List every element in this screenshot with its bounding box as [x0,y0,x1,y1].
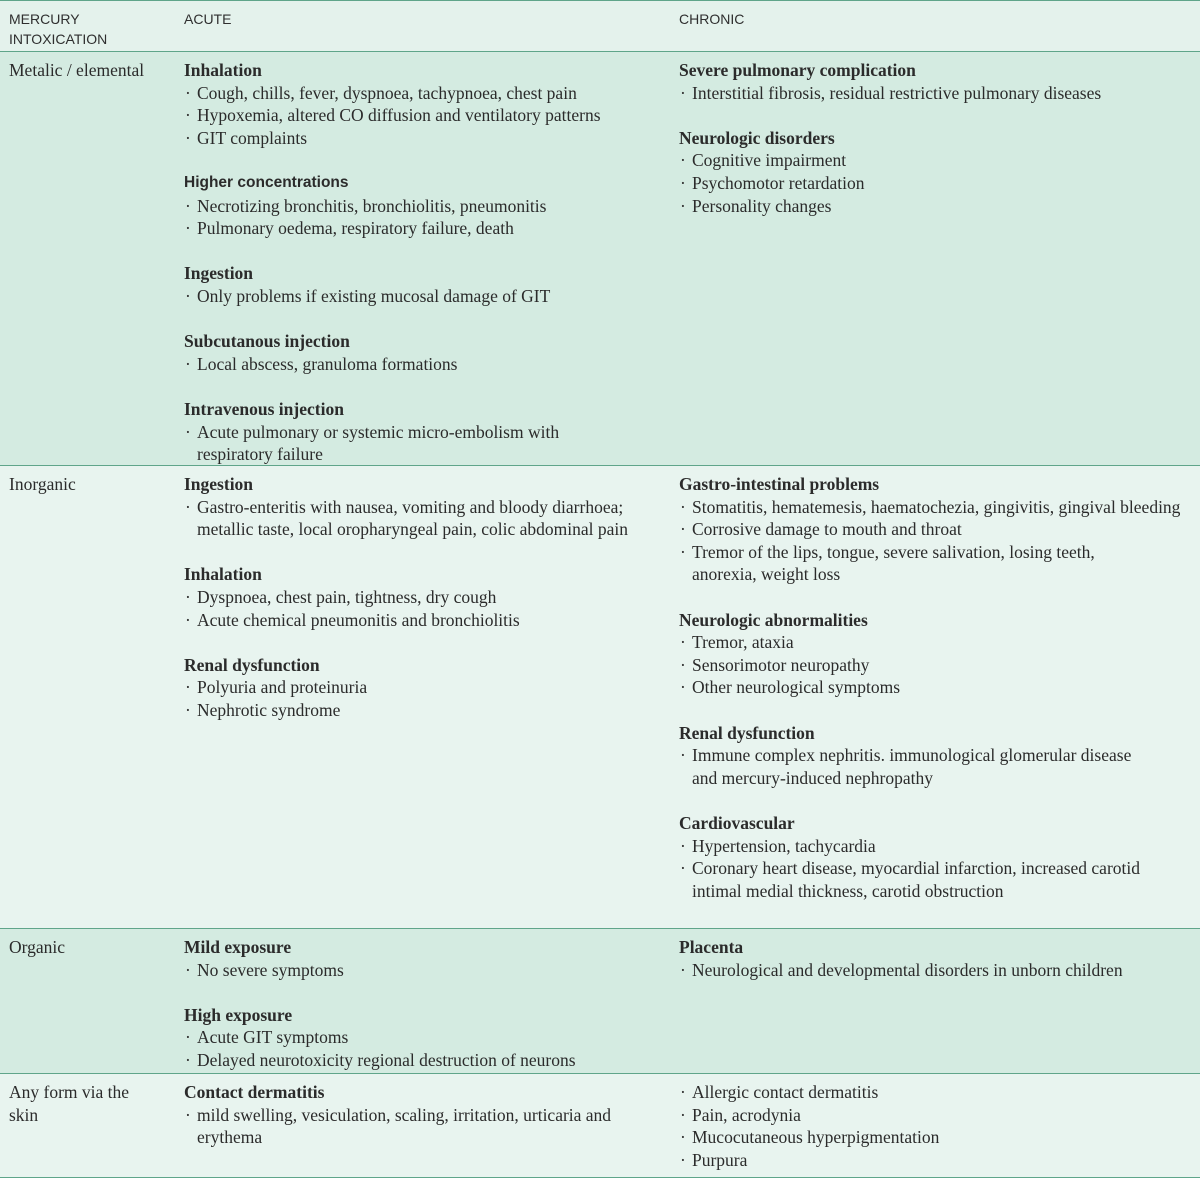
list-item: · Tremor, ataxia [679,631,1194,654]
list-item: · Cognitive impairment [679,149,1194,172]
row-label: Organic [9,937,66,957]
group-title: Gastro-intestinal problems [679,474,880,494]
list-item: · Corrosive damage to mouth and throat [679,518,1194,541]
list-item: · Allergic contact dermatitis [679,1081,1194,1104]
row-label: Any form via the skin [9,1082,130,1125]
list-item: · Neurological and developmental disorders in unborn children [679,959,1194,982]
symptom-group [184,1081,664,1149]
group-title: Cardiovascular [679,812,795,833]
header-chronic: CHRONIC [679,11,745,27]
symptom-group [679,812,1194,902]
chronic-cell [679,936,1194,981]
group-title: Higher concentrations [184,173,349,191]
list-item: · Interstitial fibrosis, residual restrictive pulmonary diseases [679,82,1194,105]
group-title: Subcutanous injection [184,331,350,352]
group-title: Renal dysfunction [679,722,815,743]
symptom-group [184,262,664,307]
list-item: · Only problems if existing mucosal damage of GIT [184,285,664,308]
list-item: · Immune complex nephritis. immunological glomerular disease and mercury-induced nephropathy [679,744,1152,789]
list-item: · Personality changes [679,195,1194,218]
symptom-group [679,609,1194,699]
list-item: · No severe symptoms [184,959,664,982]
list-item: · Local abscess, granuloma formations [184,353,664,376]
symptom-group [184,172,664,240]
list-item: · Pain, acrodynia [679,1104,1194,1127]
list-item: · Polyuria and proteinuria [184,676,664,699]
group-title: High exposure [184,1004,293,1025]
group-title: Ingestion [184,474,254,494]
acute-cell [184,936,664,1072]
group-title: Renal dysfunction [184,654,320,675]
list-item: · Sensorimotor neuropathy [679,654,1194,677]
chronic-cell [679,59,1194,217]
symptom-group [679,127,1194,217]
list-item: · GIT complaints [184,127,664,150]
group-title: Severe pulmonary complication [679,60,916,80]
symptom-group [679,1081,1194,1171]
symptom-group [184,1004,664,1072]
group-title: Intravenous injection [184,398,344,419]
row-label: Metalic / elemental [9,60,145,80]
chronic-cell [679,473,1194,902]
symptom-group [679,722,1194,790]
list-item: · Stomatitis, hematemesis, haematochezia, gingivitis, gingival bleeding [679,496,1182,519]
symptom-group [184,330,664,375]
symptom-group [679,59,1194,104]
group-title: Neurologic disorders [679,127,835,148]
symptom-group [679,473,1194,586]
list-item: · Hypoxemia, altered CO diffusion and ventilatory patterns [184,104,664,127]
list-item: · Acute pulmonary or systemic micro-embolism with respiratory failure [184,421,617,466]
list-item: · Mucocutaneous hyperpigmentation [679,1126,1194,1149]
table-row-inorganic [0,466,1200,929]
list-item: · mild swelling, vesiculation, scaling, irritation, urticaria and erythema [184,1104,642,1149]
row-label: Inorganic [9,474,76,494]
symptom-group [184,59,664,149]
list-item: · Purpura [679,1149,1194,1172]
chronic-cell [679,1081,1194,1171]
group-title: Contact dermatitis [184,1082,325,1102]
table-header-row [0,0,1200,52]
list-item: · Coronary heart disease, myocardial infarction, increased carotid intimal medial thickness, carotid obstruction [679,857,1162,902]
list-item: · Nephrotic syndrome [184,699,664,722]
list-item: · Necrotizing bronchitis, bronchiolitis, pneumonitis [184,195,664,218]
acute-cell [184,473,664,722]
symptom-group [184,563,664,631]
table-row-organic [0,929,1200,1074]
group-title: Ingestion [184,263,254,284]
list-item: · Other neurological symptoms [679,676,1194,699]
symptom-group [184,473,664,541]
header-acute: ACUTE [184,11,232,27]
list-item: · Gastro-enteritis with nausea, vomiting and bloody diarrhoea; metallic taste, local oropharyngeal pain, colic abdominal pain [184,496,642,541]
list-item: · Hypertension, tachycardia [679,835,1194,858]
table-row-skin [0,1074,1200,1178]
list-item: · Acute chemical pneumonitis and bronchiolitis [184,609,664,632]
symptom-group [679,936,1194,981]
group-title: Placenta [679,937,744,957]
group-title: Neurologic abnormalities [679,609,868,630]
list-item: · Psychomotor retardation [679,172,1194,195]
header-mercury-intoxication: MERCURY INTOXICATION [9,11,108,47]
symptom-group [184,398,664,466]
list-item: · Delayed neurotoxicity regional destruction of neurons [184,1049,664,1072]
group-title: Mild exposure [184,937,292,957]
group-title: Inhalation [184,60,262,80]
list-item: · Cough, chills, fever, dyspnoea, tachypnoea, chest pain [184,82,664,105]
list-item: · Dyspnoea, chest pain, tightness, dry cough [184,586,664,609]
symptom-group [184,654,664,722]
acute-cell [184,1081,664,1149]
symptom-group [184,936,664,981]
group-title: Inhalation [184,564,262,585]
table-row-metalic [0,52,1200,466]
list-item: · Pulmonary oedema, respiratory failure, death [184,217,664,240]
acute-cell [184,59,664,466]
list-item: · Tremor of the lips, tongue, severe salivation, losing teeth, anorexia, weight loss [679,541,1162,586]
list-item: · Acute GIT symptoms [184,1026,664,1049]
